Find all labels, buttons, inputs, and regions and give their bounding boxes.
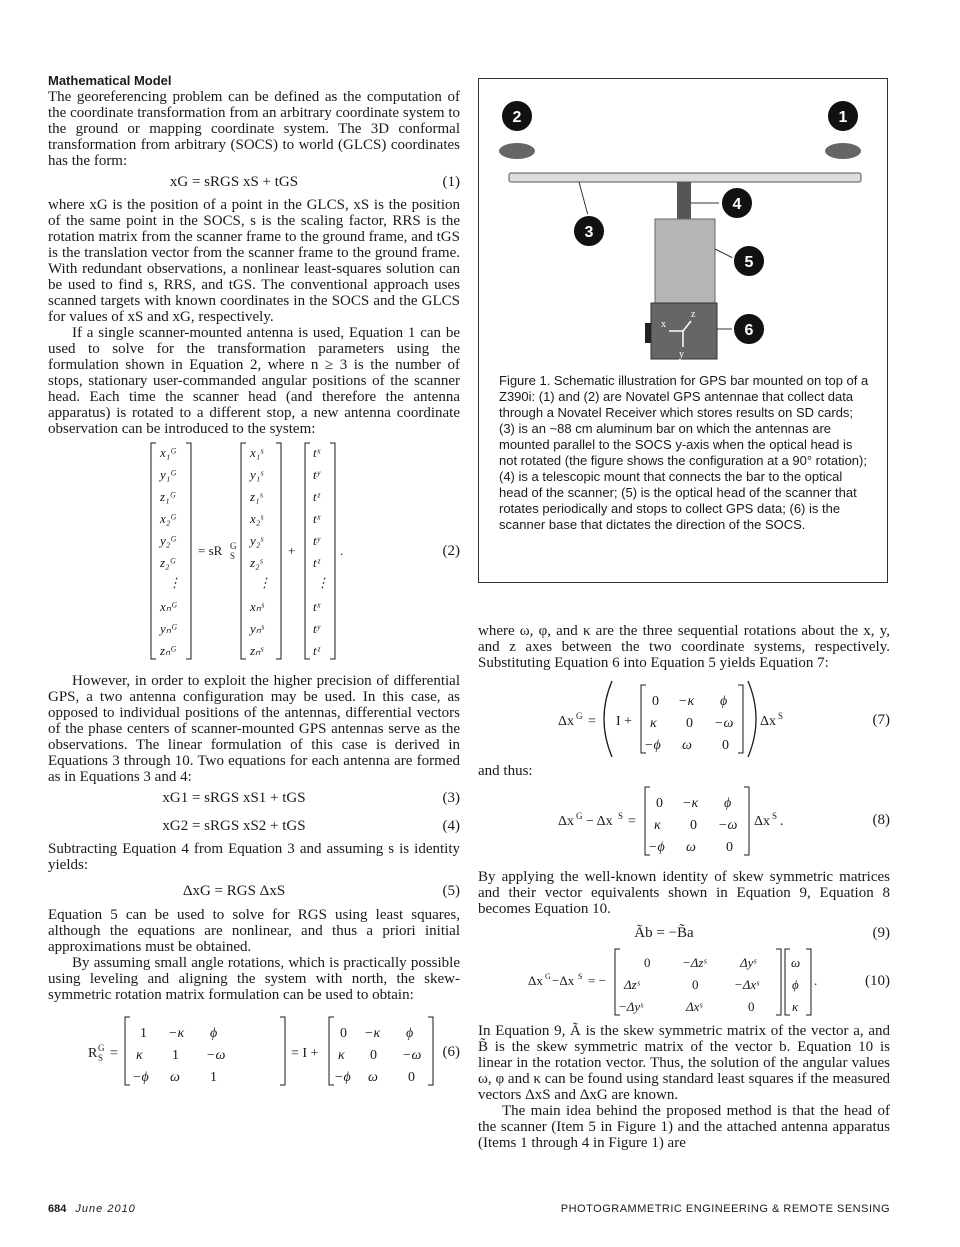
equation-10 [478,947,890,1017]
equation-number: (10) [865,973,890,989]
equation-8-graphic [478,783,890,863]
svg-text:−ω: −ω [206,1048,226,1063]
svg-text:0: 0 [722,738,729,753]
svg-text:y₁ᴳ: y₁ᴳ [160,467,177,482]
svg-text:ϕ: ϕ [724,796,732,811]
paragraph: In Equation 9, Ã is the skew symmetric matrix of the vector a, and B̃ is the skew symmetric matrix of the vector b. Equation 10 is linear in the rotation vector. Thus, the solution of the angular values ω, φ and κ can be found using standard least squares if the measured vectors ΔxS and ΔxG are known. [478,1023,890,1103]
paragraph: Equation 5 can be used to solve for RGS using least squares, although the equations are nonlinear, and thus a priori initial approximations must be obtained. [48,907,460,955]
aluminum-bar [509,173,861,182]
svg-text:0: 0 [690,818,697,833]
svg-text:tᶻ: tᶻ [313,489,320,504]
axis-y-label: y [679,349,684,360]
equation-5 [48,873,460,907]
svg-text:0: 0 [644,955,651,970]
svg-text:x₂ᴳ: x₂ᴳ [160,511,177,526]
scanner-schematic [479,79,887,369]
svg-text:κ: κ [338,1048,345,1063]
svg-text:Δx: Δx [558,814,575,829]
footer-left [48,1203,136,1215]
svg-text:ω: ω [170,1070,180,1085]
paragraph: However, in order to exploit the higher precision of differential GPS, a two antenna configuration may be used. In this case, as opposed to individual positions of the antennas, differential vectors of the phase centers of scanner-mounted GPS antennas serve as the observations. The linear formulation of this case is derived in Equations 3 through 10. Two equations for each antenna are formed as in Equations 3 and 4: [48,673,460,785]
svg-text:tˣ: tˣ [313,511,321,526]
svg-text:S: S [618,811,624,821]
svg-text:y₂ᴳ: y₂ᴳ [160,533,177,548]
figure-1 [478,78,888,583]
svg-text:tʸ: tʸ [313,533,320,548]
equation-text: ΔxG = RGS ΔxS [182,883,286,899]
paragraph: The georeferencing problem can be defined as the computation of the coordinate transformation from an arbitrary coordinate system to the ground or mapping coordinate system. The 3D conformal transformation from arbitrary (SOCS) to world (GLCS) coordinates has the form: [48,89,460,169]
paragraph: By assuming small angle rotations, which is practically possible using leveling and aligning the system with north, the skew-symmetric rotation matrix formulation can be used to obtain: [48,955,460,1003]
svg-text:0: 0 [652,694,659,709]
svg-text:tʸ: tʸ [313,621,320,636]
svg-text:−ϕ: −ϕ [334,1070,351,1085]
svg-text:0: 0 [686,716,693,731]
svg-text:tˣ: tˣ [313,445,321,460]
svg-text:G: G [98,1043,105,1053]
svg-text:zₙˢ: zₙˢ [250,643,263,658]
svg-text:x₁ˢ: x₁ˢ [250,445,264,460]
svg-text:Δzˢ: Δzˢ [624,977,640,992]
equation-8 [478,783,890,863]
svg-text:0: 0 [408,1070,415,1085]
svg-text:ϕ: ϕ [406,1026,414,1041]
svg-text:= −: = − [588,973,606,988]
svg-text:y₂ˢ: y₂ˢ [250,533,264,548]
svg-text:= I +: = I + [291,1046,319,1061]
svg-text:−Δyˢ: −Δyˢ [618,999,643,1014]
svg-text:tʸ: tʸ [313,467,320,482]
svg-text:I +: I + [616,714,633,729]
section-title: Mathematical Model [48,73,172,88]
callout-4: 4 [732,196,742,213]
callout-2: 2 [512,109,522,126]
svg-text:ϕ: ϕ [792,977,799,992]
svg-text:ϕ: ϕ [210,1026,218,1041]
svg-text:− Δx: − Δx [586,814,613,829]
paragraph: By applying the well-known identity of skew symmetric matrices and their vector equivalents shown in Equation 9, Equation 8 becomes Equation 10. [478,869,890,917]
axis-x-label: x [661,319,666,330]
svg-text:−κ: −κ [168,1026,185,1041]
svg-text:−κ: −κ [678,694,695,709]
svg-text:Δxˢ: Δxˢ [686,999,703,1014]
svg-text:−ω: −ω [402,1048,422,1063]
equation-text: xG2 = sRGS xS2 + tGS [162,818,306,834]
issue-date: June 2010 [75,1203,136,1215]
svg-text:G: G [230,541,237,551]
svg-text:=: = [588,714,596,729]
svg-text:−ω: −ω [718,818,738,833]
svg-text:R: R [88,1046,98,1061]
equation-number: (7) [872,712,890,728]
antenna-2 [499,143,535,159]
svg-text:⋮: ⋮ [316,575,329,590]
callout-1: 1 [838,109,848,126]
svg-text:1: 1 [140,1026,147,1041]
equation-2-graphic [48,437,460,667]
axis-z-label: z [691,309,696,320]
svg-text:G: G [576,711,583,721]
equation-number: (5) [442,883,460,899]
equation-6-graphic [48,1013,460,1089]
scanner-base [651,303,717,359]
paragraph: Subtracting Equation 4 from Equation 3 and assuming s is identity yields: [48,841,460,873]
equation-3 [48,785,460,813]
equation-2 [48,437,460,667]
svg-text:−κ: −κ [364,1026,381,1041]
svg-text:xₙˢ: xₙˢ [250,599,264,614]
equation-10-graphic [478,947,890,1017]
equation-1 [48,169,460,197]
equation-4 [48,813,460,841]
svg-text:= sR: = sR [198,543,223,558]
svg-text:ϕ: ϕ [720,694,728,709]
callout-6: 6 [744,322,754,339]
callout-5: 5 [744,254,754,271]
svg-text:S: S [98,1053,104,1063]
equation-number: (8) [872,812,890,828]
svg-text:tˣ: tˣ [313,599,321,614]
svg-text:x₁ᴳ: x₁ᴳ [160,445,177,460]
svg-text:−ϕ: −ϕ [132,1070,149,1085]
equation-text: xG = sRGS xS + tGS [169,174,299,190]
svg-text:G: G [576,811,583,821]
equation-number: (9) [872,925,890,941]
svg-text:κ: κ [136,1048,143,1063]
svg-text:0: 0 [370,1048,377,1063]
right-column [478,623,890,1151]
paragraph: where xG is the position of a point in the GLCS, xS is the position of the same point in the SOCS, s is the scaling factor, RRS is the rotation matrix from the scanner frame to the ground frame, and tGS is the translation vector from the scanner frame to the ground frame. With redundant observations, a nonlinear least-squares solution can be used to find s, RRS, and tGS. The conventional approach uses scanned targets with known coordinates in the SOCS and the GLCS for values of xS and xG, respectively. [48,197,460,325]
paragraph: The main idea behind the proposed method is that the head of the scanner (Item 5 in Figure 1) and the attached antenna apparatus (Items 1 through 4 in Figure 1) are [478,1103,890,1151]
telescopic-mount [677,182,691,222]
svg-text:ω: ω [682,738,692,753]
svg-text:1: 1 [210,1070,217,1085]
svg-text:Δx: Δx [760,714,777,729]
svg-text:−Δzˢ: −Δzˢ [682,955,707,970]
svg-text:z₂ˢ: z₂ˢ [250,555,263,570]
svg-text:⋮: ⋮ [258,575,271,590]
page-number: 684 [48,1203,67,1215]
paragraph: where ω, φ, and κ are the three sequential rotations about the x, y, and z axes between the two coordinate systems, respectively. Substituting Equation 6 into Equation 5 yields Equation 7: [478,623,890,671]
svg-text:.: . [780,814,784,829]
equation-number: (4) [442,818,460,834]
svg-text:ω: ω [791,955,801,970]
svg-text:zₙᴳ: zₙᴳ [160,643,177,658]
svg-text:0: 0 [692,977,699,992]
svg-text:0: 0 [726,840,733,855]
equation-7 [478,679,890,759]
svg-text:z₁ˢ: z₁ˢ [250,489,263,504]
svg-text:−κ: −κ [682,796,699,811]
svg-text:.: . [814,973,818,988]
svg-text:tᶻ: tᶻ [313,643,320,658]
svg-text:yₙˢ: yₙˢ [250,621,264,636]
svg-text:.: . [340,543,344,558]
svg-text:S: S [230,551,236,561]
svg-text:κ: κ [650,716,657,731]
equation-9 [478,917,890,947]
svg-text:ω: ω [686,840,696,855]
svg-text:+: + [288,543,296,558]
svg-text:z₂ᴳ: z₂ᴳ [160,555,176,570]
svg-text:⋮: ⋮ [168,575,181,590]
svg-text:G: G [545,972,551,981]
equation-number: (3) [442,790,460,806]
figure-caption: Figure 1. Schematic illustration for GPS bar mounted on top of a Z390i: (1) and (2) are Novatel GPS antennae that collect data through a Novatel Receiver which stores results on SD cards; (3) is an ~88 cm aluminum bar on which the antennas are mounted parallel to the SOCS y-axis when the optical head is not rotated (the figure shows the configuration at a 90° rotation); (4) is a telescopic mount that connects the bar to the optical head of the scanner; (5) is the optical head of the scanner that rotates periodically and stops to collect GPS data; (6) is the scanner base that dictates the direction of the SOCS. [499,373,869,532]
svg-text:S: S [772,811,778,821]
equation-number: (1) [442,174,460,190]
svg-text:−ω: −ω [714,716,734,731]
svg-text:Δyˢ: Δyˢ [740,955,757,970]
svg-text:Δx: Δx [528,973,543,988]
equation-text: xG1 = sRGS xS1 + tGS [162,790,306,806]
svg-text:S: S [578,972,583,981]
svg-text:S: S [778,711,784,721]
callout-3: 3 [584,224,594,241]
svg-text:κ: κ [654,818,661,833]
svg-text:1: 1 [172,1048,179,1063]
paragraph: If a single scanner-mounted antenna is used, Equation 1 can be used to solve for the transformation parameters using the formulation shown in Equation 2, where n ≥ 3 is the number of stops, stationary user-commanded angular positions of the scanner head. Each time the scanner head (and therefore the antenna apparatus) is rotated to a different stop, a new antenna coordinate observation can be introduced to the system: [48,325,460,437]
equation-number: (6) [442,1044,460,1060]
svg-text:=: = [628,814,636,829]
svg-text:tᶻ: tᶻ [313,555,320,570]
optical-head [655,219,715,309]
svg-text:−Δx: −Δx [552,973,575,988]
svg-text:ω: ω [368,1070,378,1085]
equation-number: (2) [442,543,460,559]
antenna-1 [825,143,861,159]
svg-text:0: 0 [748,999,755,1014]
svg-text:0: 0 [340,1026,347,1041]
and-thus-text: and thus: [478,763,533,779]
svg-text:0: 0 [656,796,663,811]
svg-text:κ: κ [792,999,799,1014]
equation-7-graphic [478,679,890,759]
svg-text:Δx: Δx [754,814,771,829]
svg-text:=: = [110,1046,118,1061]
svg-text:−Δxˢ: −Δxˢ [734,977,759,992]
equation-text: Ãb = −B̃a [634,925,694,941]
svg-text:−ϕ: −ϕ [648,840,665,855]
left-column [48,73,460,1089]
svg-text:x₂ˢ: x₂ˢ [250,511,264,526]
svg-text:y₁ˢ: y₁ˢ [250,467,264,482]
equation-6 [48,1013,460,1089]
svg-text:yₙᴳ: yₙᴳ [160,621,177,636]
svg-text:−ϕ: −ϕ [644,738,661,753]
svg-text:xₙᴳ: xₙᴳ [160,599,177,614]
journal-name: PHOTOGRAMMETRIC ENGINEERING & REMOTE SENSING [560,1203,890,1215]
svg-text:Δx: Δx [558,714,575,729]
svg-text:z₁ᴳ: z₁ᴳ [160,489,176,504]
